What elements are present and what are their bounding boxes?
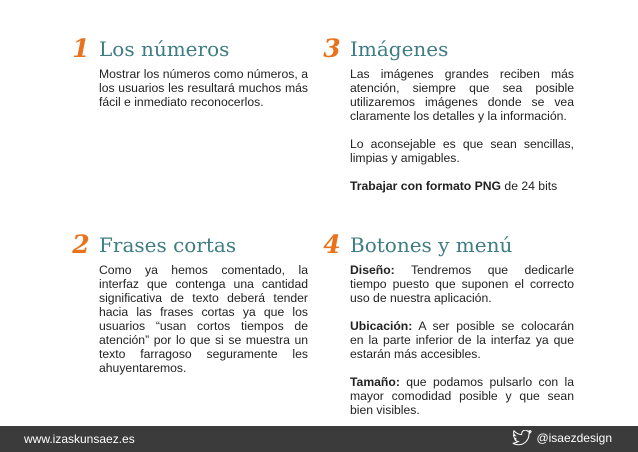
paragraph-lead: Ubicación: [350, 319, 413, 333]
paragraph-text: Como ya hemos comentado, la interfaz que contenga una cantidad significativa de texto deberá tender hacia las frases cortas ya que los usuarios “usan cortos tiempos de atención” por lo que si se muestra un texto farragoso seguramente les ahuyentaremos. [99, 263, 308, 375]
paragraph-text: que podamos pulsarlo con la mayor comodidad posible y que sean bien visibles. [350, 375, 574, 417]
section-header [70, 232, 308, 262]
paragraph-lead: Diseño: [350, 263, 395, 277]
paragraph-text: A ser posible se colocarán en la parte inferior de la interfaz ya que estarán más accesibles. [350, 319, 574, 361]
section-frases-cortas [70, 230, 308, 375]
section-title: Botones y menú [350, 233, 513, 257]
section-body [350, 67, 574, 193]
paragraph-text: Tendremos que dedicarle tiempo puesto que suponen el correcto uso de nuestra aplicación. [350, 263, 574, 305]
paragraph-text: Las imágenes grandes reciben más atención, siempre que sea posible utilizaremos imágenes donde se vea claramente los detalles y la información. [350, 67, 574, 123]
section-title: Imágenes [350, 37, 449, 61]
section-number: 4 [323, 230, 341, 259]
paragraph [350, 179, 574, 193]
paragraph-lead: Trabajar con formato PNG [350, 179, 502, 193]
twitter-bird-icon [512, 430, 532, 446]
section-header [321, 36, 579, 66]
section-botones-menu [321, 230, 579, 417]
paragraph [350, 319, 574, 361]
section-body [99, 263, 308, 375]
footer-bar [0, 426, 638, 452]
paragraph [350, 375, 574, 417]
paragraph [99, 67, 308, 109]
section-number: 2 [72, 230, 90, 259]
paragraph [350, 263, 574, 305]
section-number: 3 [323, 34, 341, 63]
paragraph-lead: Tamaño: [350, 375, 400, 389]
section-title: Frases cortas [99, 233, 237, 257]
paragraph-text: de 24 bits [501, 179, 558, 193]
section-body [99, 67, 308, 109]
section-header [70, 36, 308, 66]
twitter-link[interactable] [512, 430, 612, 446]
website-link[interactable]: www.izaskunsaez.es [24, 432, 135, 446]
paragraph-text: Lo aconsejable es que sean sencillas, limpias y amigables. [350, 137, 574, 165]
section-header [321, 232, 579, 262]
paragraph-text: Mostrar los números como números, a los usuarios les resultará muchos más fácil e inmediato reconocerlos. [99, 67, 308, 109]
section-body [350, 263, 574, 417]
section-numeros [70, 34, 308, 109]
twitter-handle: @isaezdesign [536, 431, 612, 445]
section-imagenes [321, 34, 579, 193]
paragraph [99, 263, 308, 375]
paragraph [350, 137, 574, 165]
paragraph [350, 67, 574, 123]
section-title: Los números [99, 37, 230, 61]
section-number: 1 [72, 34, 90, 63]
